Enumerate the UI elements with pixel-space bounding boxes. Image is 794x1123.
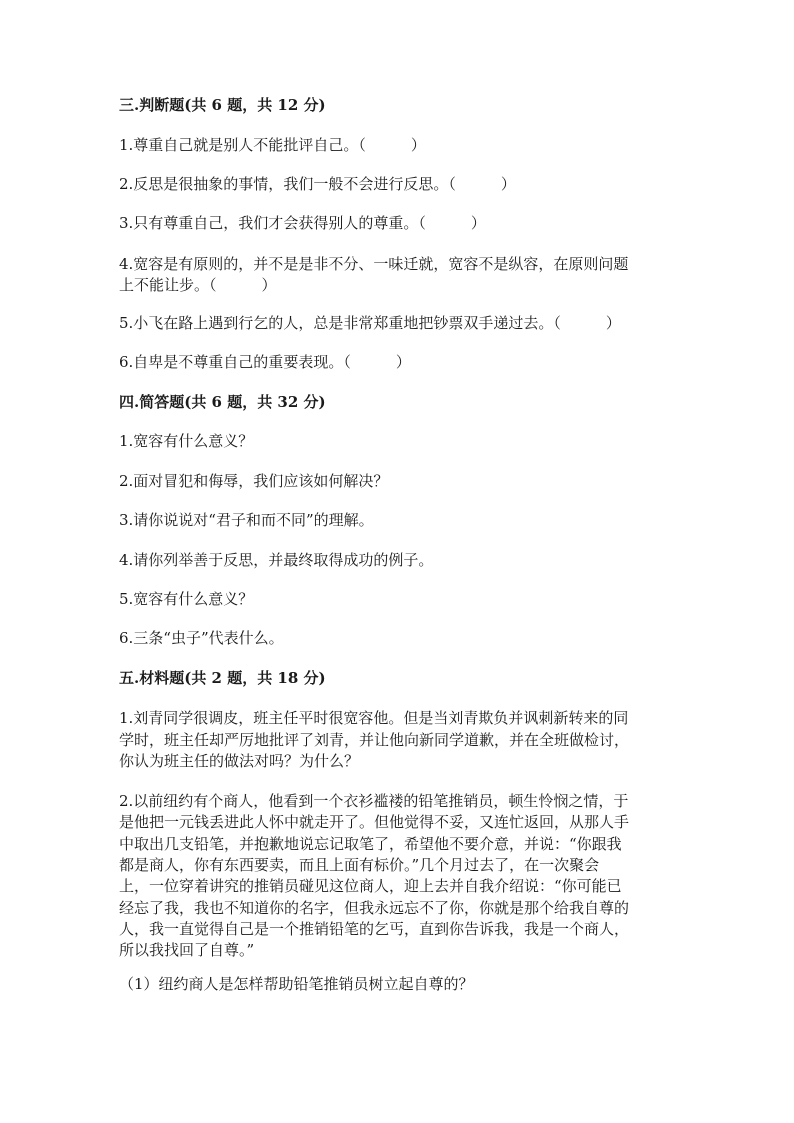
section5-q2-line2: 是他把一元钱丢进此人怀中就走开了。但他觉得不妥，又连忙返回，从那人手	[119, 813, 630, 831]
section4-item-4: 4.请你列举善于反思，并最终取得成功的例子。	[119, 551, 434, 569]
section5-q2-line5: 上，一位穿着讲究的推销员碰见这位商人，迎上去并自我介绍说：“你可能已	[119, 877, 622, 895]
section5-heading: 五.材料题(共 2 题，共 18 分)	[119, 669, 326, 687]
section4-item-3: 3.请你说说对“君子和而不同”的理解。	[119, 511, 374, 529]
section5-q2-line4: 都是商人，你有东西要卖，而且上面有标价。”几个月过去了，在一次聚会	[119, 856, 600, 874]
section3-item-4-line1: 4.宽容是有原则的，并不是是非不分、一味迁就，宽容不是纵容，在原则问题	[119, 255, 629, 273]
section5-q1-line1: 1.刘青同学很调皮，班主任平时很宽容他。但是当刘青欺负并讽刺新转来的同	[119, 709, 629, 727]
section4-item-2: 2.面对冒犯和侮辱，我们应该如何解决？	[119, 472, 389, 490]
section3-item-3: 3.只有尊重自己，我们才会获得别人的尊重。（ ）	[119, 214, 486, 232]
section5-q2-line1: 2.以前纽约有个商人，他看到一个衣衫褴褛的铅笔推销员，顿生怜悯之情，于	[119, 792, 629, 810]
section3-item-6: 6.自卑是不尊重自己的重要表现。（ ）	[119, 353, 411, 371]
section3-item-4-line2: 上不能让步。（ ）	[119, 276, 277, 294]
section4-item-5: 5.宽容有什么意义？	[119, 590, 254, 608]
section3-item-2: 2.反思是很抽象的事情，我们一般不会进行反思。（ ）	[119, 175, 516, 193]
section5-q2-line7: 人，我一直觉得自己是一个推销铅笔的乞丐，直到你告诉我，我是一个商人，	[119, 920, 630, 938]
section3-item-1: 1.尊重自己就是别人不能批评自己。（ ）	[119, 136, 426, 154]
section3-heading: 三.判断题(共 6 题，共 12 分)	[119, 96, 326, 114]
section5-q2-line6: 经忘了我，我也不知道你的名字，但我永远忘不了你，你就是那个给我自尊的	[119, 899, 630, 917]
section5-q2-sub1: （1）纽约商人是怎样帮助铅笔推销员树立起自尊的？	[119, 975, 474, 993]
section4-item-1: 1.宽容有什么意义？	[119, 432, 254, 450]
section3-item-5: 5.小飞在路上遇到行乞的人，总是非常郑重地把钞票双手递过去。（ ）	[119, 314, 621, 332]
section5-q1-line2: 学时，班主任却严厉地批评了刘青，并让他向新同学道歉，并在全班做检讨，	[119, 731, 630, 749]
section4-item-6: 6.三条“虫子”代表什么。	[119, 629, 284, 647]
section5-q1-line3: 你认为班主任的做法对吗？为什么？	[119, 752, 360, 770]
section4-heading: 四.简答题(共 6 题，共 32 分)	[119, 393, 326, 411]
section5-q2-line3: 中取出几支铅笔，并抱歉地说忘记取笔了，希望他不要介意，并说：“你跟我	[119, 835, 622, 853]
section5-q2-line8: 所以我找回了自尊。”	[119, 941, 255, 959]
